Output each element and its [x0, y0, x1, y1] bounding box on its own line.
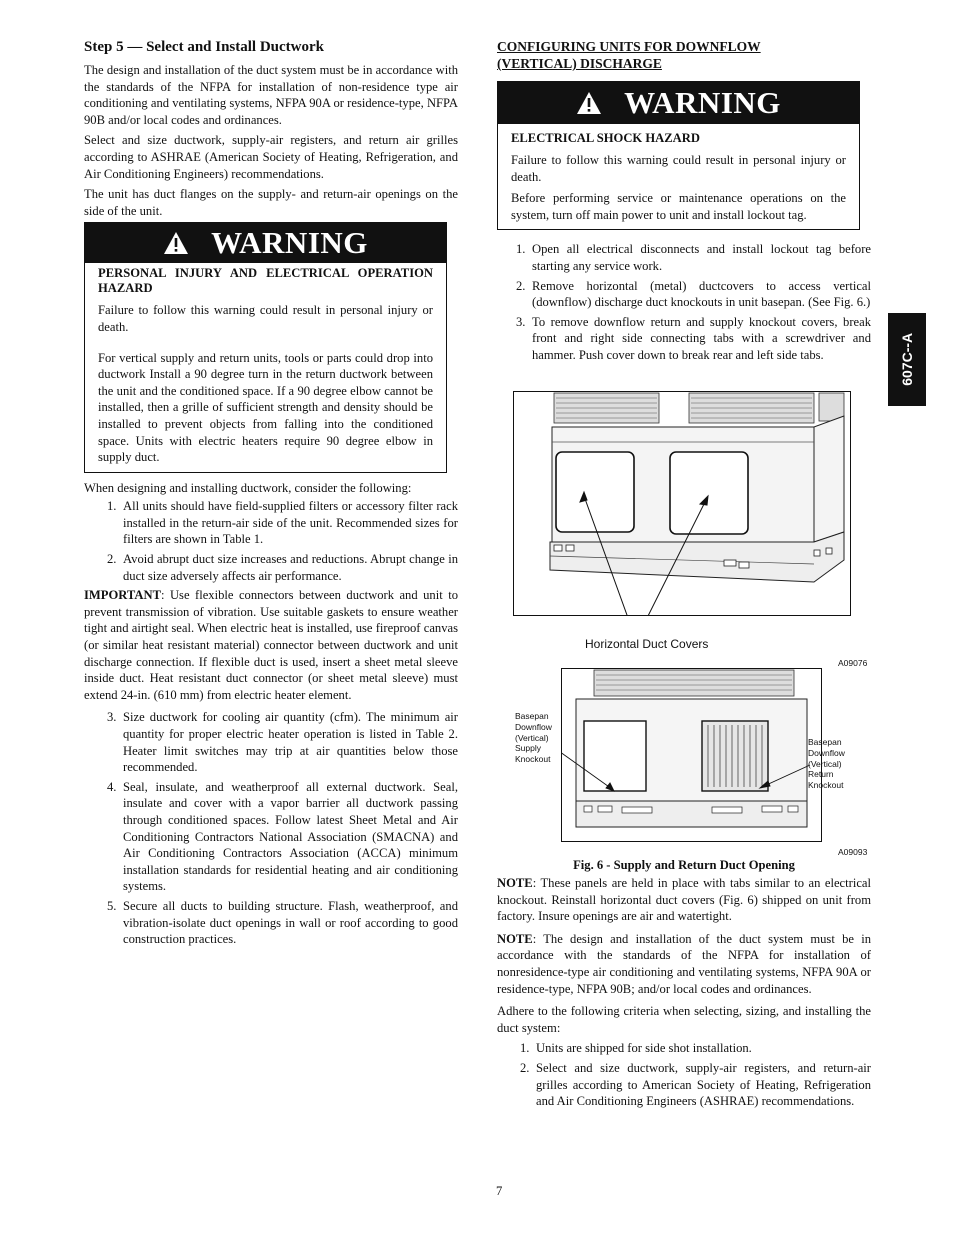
list-text: Remove horizontal (metal) ductcovers to access vertical (downflow) discharge duct knockouts in unit basepan. (See Fig. 6.) — [532, 278, 871, 310]
list-item — [520, 1040, 871, 1057]
warning-text: Before performing service or maintenance operations on the system, turn off main power to unit and install lockout tag. — [511, 191, 846, 222]
downflow-steps-list — [497, 241, 871, 363]
heading-line: (VERTICAL) DISCHARGE — [497, 56, 662, 71]
label-line: Downflow — [808, 747, 845, 758]
list-item — [516, 278, 871, 311]
list-text: Units are shipped for side shot installation. — [536, 1041, 752, 1056]
paragraph: The unit has duct flanges on the supply- and return-air openings on the side of the unit. — [84, 187, 458, 218]
list-number: 4. — [107, 779, 117, 794]
note-label: NOTE — [497, 876, 533, 890]
note-label: NOTE — [497, 931, 533, 946]
list-item — [516, 314, 871, 364]
hazard-heading: PERSONAL INJURY AND ELECTRICAL OPERATION HAZARD — [98, 266, 433, 296]
list-number: 3. — [107, 710, 117, 725]
important-paragraph — [84, 587, 458, 703]
list-number: 1. — [520, 1041, 530, 1056]
side-tab — [888, 313, 926, 406]
label-line: (Vertical) — [515, 732, 549, 743]
note-paragraph — [497, 875, 871, 925]
list-text: To remove downflow return and supply knockout covers, break front and right side connecting tabs with a screwdriver and hammer. Push cover down to break rear and left side tabs. — [532, 314, 871, 362]
list-item — [520, 1060, 871, 1110]
figure-code: A09093 — [838, 847, 868, 857]
electrical-shock-warning-box — [497, 81, 860, 230]
warning-triangle-icon — [576, 91, 602, 115]
consider-list-continued — [84, 709, 458, 947]
label-line: Knockout — [808, 780, 844, 791]
return-knockout-label — [808, 737, 845, 791]
list-text: Avoid abrupt duct size increases and reductions. Abrupt change in duct size adversely affects air performance. — [123, 552, 458, 583]
list-item — [107, 551, 458, 584]
note-text: : The design and installation of the duct system must be in accordance with the standards of the NFPA for installation of nonresidence-type air conditioning and ventilating systems, NFPA 90A or residence-type, NFPA 90B; and/or local codes and ordinances. — [497, 931, 871, 996]
left-column — [84, 38, 458, 951]
label-line: Basepan — [808, 737, 842, 747]
list-text: Select and size ductwork, supply-air registers, and return-air grilles according to American Society of Heating, Refrigeration and Air Conditioning Engineers (ASHRAE) recommendations. — [536, 1060, 871, 1109]
list-number: 2. — [516, 278, 526, 293]
right-column — [497, 38, 871, 367]
label-line: Return — [808, 769, 834, 780]
right-column-bottom — [497, 875, 871, 1113]
important-label: IMPORTANT — [84, 588, 161, 603]
figure-basepan-knockouts — [561, 668, 822, 842]
list-text: Seal, insulate, and weatherproof all external ductwork. Seal, insulate and cover with a vapor barrier all ductwork passing through conditioned spaces. Follow latest Sheet Metal and Air Conditioning Contractors National Association (SMACNA) and Air Conditioning Contractors Association (ACCA) minimum installation standards for residential heating and air conditioning systems. — [123, 779, 458, 894]
figure-label: Horizontal Duct Covers — [585, 637, 709, 651]
paragraph: Adhere to the following criteria when selecting, sizing, and installing the duct system: — [497, 1004, 871, 1035]
note-paragraph — [497, 931, 871, 997]
warning-text: Failure to follow this warning could result in personal injury or death. — [511, 153, 846, 184]
warning-banner — [498, 82, 859, 124]
list-item — [516, 241, 871, 274]
figure-unit-duct-covers — [513, 391, 851, 616]
label-line: (Vertical) — [808, 758, 842, 769]
list-item — [107, 898, 458, 948]
list-item — [107, 779, 458, 895]
list-item — [107, 498, 458, 548]
paragraph: The design and installation of the duct system must be in accordance with the standards of the NFPA for installation of non-residence type air conditioning and ventilating systems, NFPA 90A or residence-type, NFPA 90B and/or local codes and ordinances. — [84, 63, 458, 127]
figure-caption: Fig. 6 - Supply and Return Duct Opening — [573, 858, 795, 872]
list-number: 2. — [520, 1060, 530, 1075]
list-text: Secure all ducts to building structure. Flash, weatherproof, and vibration-isolate duct openings in wall or roof according to good construction practices. — [123, 898, 458, 947]
supply-knockout-label — [515, 711, 552, 765]
personal-injury-warning-box — [84, 222, 447, 472]
list-text: All units should have field-supplied filters or accessory filter rack installed in the return-air side of the unit. Recommended sizes for filters are shown in Table 1. — [123, 499, 458, 547]
list-text: Size ductwork for cooling air quantity (cfm). The minimum air quantity for proper electric heater operation is listed in Table 2. Heater limit switches may trip at air quantities below those recommended. — [123, 710, 458, 775]
side-tab-label: 607C--A — [898, 333, 915, 386]
heading-line: CONFIGURING UNITS FOR DOWNFLOW — [497, 39, 761, 54]
list-text: Open all electrical disconnects and install lockout tag before starting any service work. — [532, 242, 871, 273]
important-text: : Use flexible connectors between ductwork and unit to prevent transmission of vibration. Use suitable gaskets to ensure weather tight and airtight seal. When electric heat is installed, use fireproof canvas (or similar heat resistant material) connector between ductwork and unit discharge connection. If flexible duct is used, insert a sheet metal sleeve inside duct. Heat resistant duct connector (or sheet metal sleeve) must extend 24-in. (610 mm) from electric heater element. — [84, 588, 458, 702]
warning-text: Failure to follow this warning could result in personal injury or death. — [98, 303, 433, 334]
warning-triangle-icon — [163, 231, 189, 255]
label-line: Knockout — [515, 754, 551, 765]
unit-illustration — [514, 392, 850, 615]
list-number: 5. — [107, 898, 117, 913]
label-line: Basepan — [515, 711, 549, 721]
note-text: : These panels are held in place with tabs similar to an electrical knockout. Reinstall horizontal duct covers (Fig. 6) shipped on unit from factory. Insure openings are air and watertight. — [497, 876, 871, 924]
label-line: Downflow — [515, 721, 552, 732]
step-5-heading: Step 5 — Select and Install Ductwork — [84, 39, 325, 55]
basepan-illustration — [562, 669, 821, 841]
criteria-list — [497, 1040, 871, 1109]
figure-code: A09076 — [838, 658, 868, 668]
paragraph: Select and size ductwork, supply-air registers, and return air grilles according to ASHRAE (American Society of Heating, Refrigeration, and Air Conditioning Engineers) recommendations. — [84, 133, 458, 181]
list-number: 2. — [107, 552, 117, 567]
warning-text: For vertical supply and return units, tools or parts could drop into ductwork Install a 90 degree turn in the return ductwork between the unit and the conditioned space. If a 90 degree elbow cannot be installed, then a grille of sufficient strength and density should be installed to prevent objects from falling into the conditioned space. Units with electric heaters require 90 degree elbow in supply duct. — [98, 350, 433, 465]
downflow-heading — [497, 38, 871, 72]
paragraph: When designing and installing ductwork, consider the following: — [84, 480, 412, 495]
list-item — [107, 709, 458, 775]
list-number: 1. — [107, 499, 117, 514]
page-number: 7 — [496, 1184, 503, 1198]
hazard-heading: ELECTRICAL SHOCK HAZARD — [511, 131, 700, 145]
consider-list — [84, 498, 458, 584]
label-line: Supply — [515, 743, 541, 754]
list-number: 3. — [516, 314, 526, 329]
warning-title: WARNING — [624, 84, 781, 120]
warning-title: WARNING — [211, 225, 368, 261]
warning-banner — [85, 223, 446, 263]
list-number: 1. — [516, 242, 526, 257]
